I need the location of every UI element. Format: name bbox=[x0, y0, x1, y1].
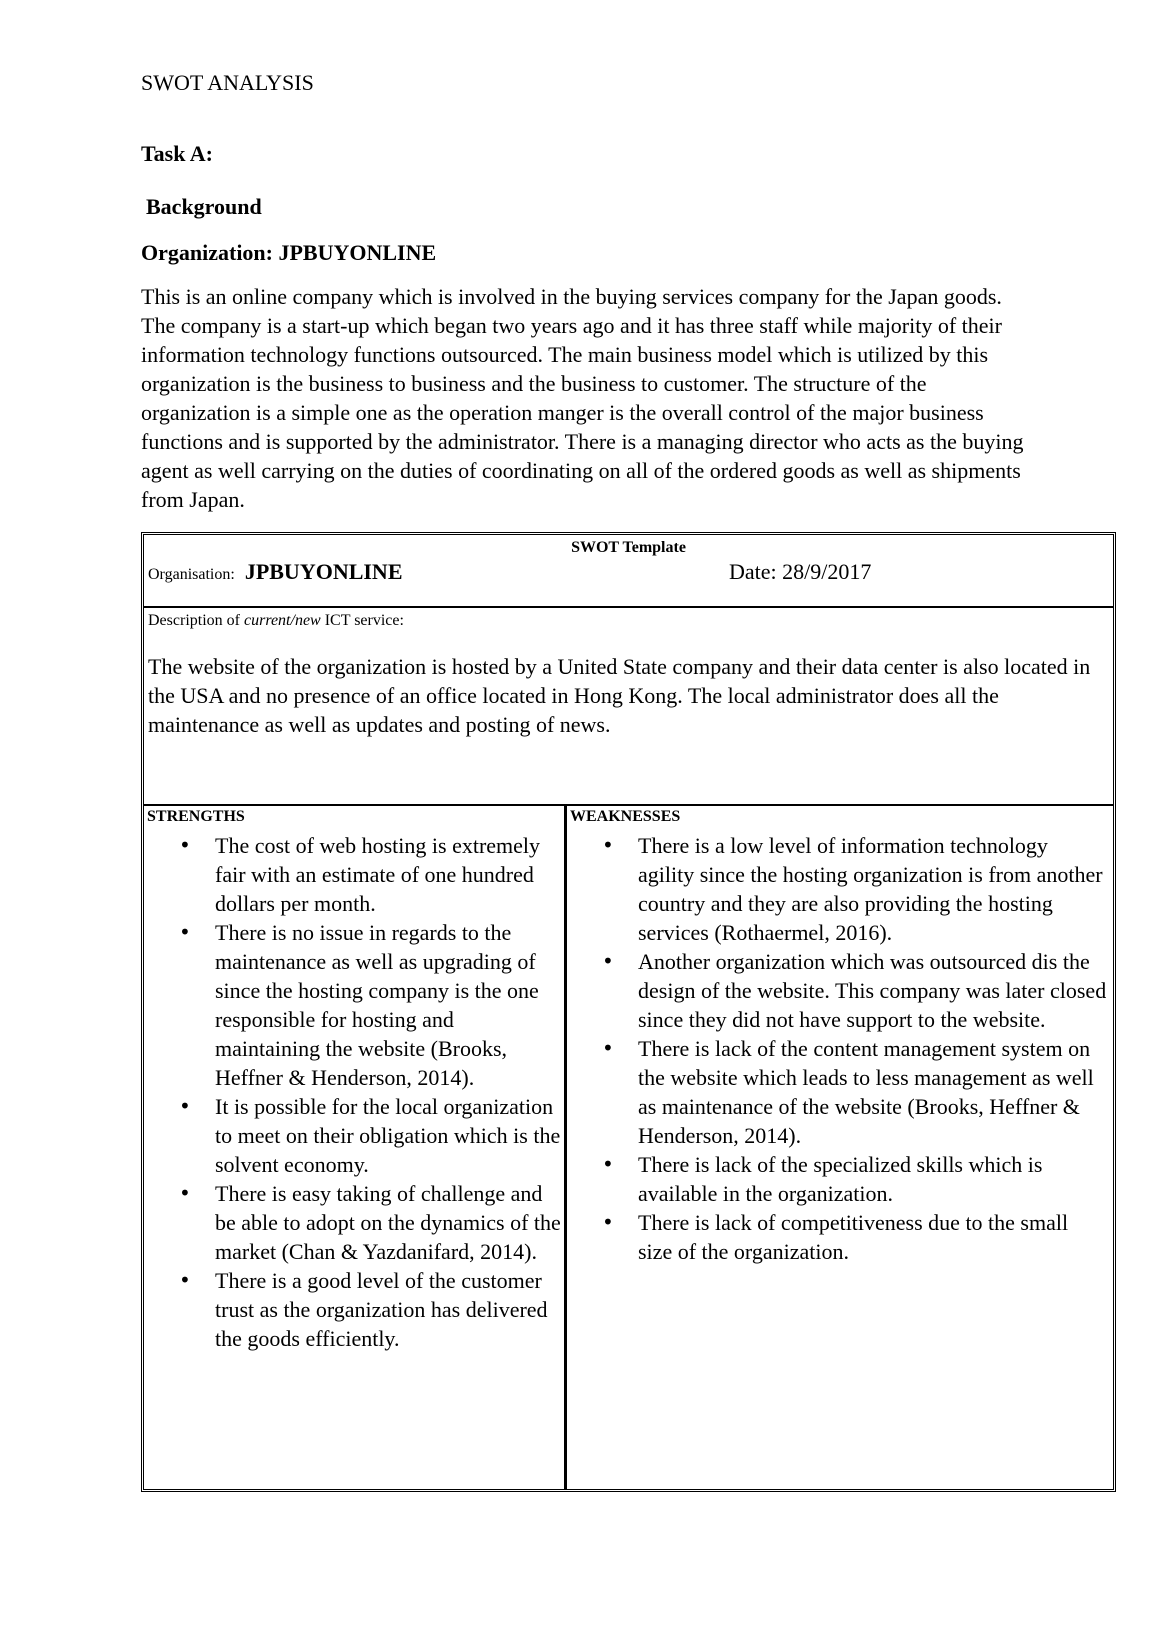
strengths-list bbox=[144, 831, 564, 1353]
swot-date: Date: 28/9/2017 bbox=[729, 559, 872, 584]
list-item: • It is possible for the local organization to meet on their obligation which is the solvent economy. bbox=[144, 1092, 564, 1179]
organization-heading: Organization: JPBUYONLINE bbox=[141, 240, 437, 265]
description-label bbox=[148, 612, 404, 630]
description-label-prefix: Description of bbox=[148, 612, 244, 629]
organisation-label: Organisation: bbox=[148, 566, 235, 583]
swot-header-section bbox=[144, 535, 1113, 608]
list-item: • There is a good level of the customer trust as the organization has delivered the goods efficiently. bbox=[144, 1266, 564, 1353]
description-label-suffix: ICT service: bbox=[320, 612, 404, 629]
list-item: • There is easy taking of challenge and be able to adopt on the dynamics of the market (Chan & Yazdanifard, 2014). bbox=[144, 1179, 564, 1266]
list-item: • There is lack of the content management system on the website which leads to less management as well as maintenance of the website (Brooks, Heffner & Henderson, 2014). bbox=[567, 1034, 1107, 1150]
strengths-column bbox=[144, 806, 567, 1489]
task-heading: Task A: bbox=[141, 141, 213, 166]
strengths-title: STRENGTHS bbox=[147, 808, 245, 825]
background-heading: Background bbox=[146, 194, 262, 219]
organisation-name: JPBUYONLINE bbox=[244, 559, 403, 584]
list-item: • There is lack of competitiveness due to the small size of the organization. bbox=[567, 1208, 1107, 1266]
swot-template-table bbox=[141, 532, 1116, 1492]
weaknesses-column bbox=[567, 806, 1113, 1489]
intro-paragraph: This is an online company which is involved in the buying services company for the Japan goods. The company is a start-up which began two years ago and it has three staff while majority of their information technology functions outsourced. The main business model which is utilized by this organization is the business to business and the business to customer. The structure of the organization is a simple one as the operation manger is the overall control of the major business functions and is supported by the administrator. There is a managing director who acts as the buying agent as well carrying on the duties of coordinating on all of the ordered goods as well as shipments from Japan. bbox=[141, 284, 1024, 512]
list-item: • There is lack of the specialized skills which is available in the organization. bbox=[567, 1150, 1107, 1208]
list-item: • Another organization which was outsourced dis the design of the website. This company was later closed since they did not have support to the website. bbox=[567, 947, 1107, 1034]
list-item: • The cost of web hosting is extremely fair with an estimate of one hundred dollars per month. bbox=[144, 831, 564, 918]
weaknesses-title: WEAKNESSES bbox=[570, 808, 681, 825]
description-label-italic: current/new bbox=[243, 612, 321, 629]
ict-description-section bbox=[144, 608, 1113, 806]
list-item: • There is no issue in regards to the maintenance as well as upgrading of since the hosting company is the one responsible for hosting and maintaining the website (Brooks, Heffner & Henderson, 2014). bbox=[144, 918, 564, 1092]
swot-template-title: SWOT Template bbox=[571, 539, 686, 556]
page-heading: SWOT ANALYSIS bbox=[141, 70, 314, 95]
organisation-row bbox=[148, 559, 403, 585]
list-item: • There is a low level of information technology agility since the hosting organization is from another country and they are also providing the hosting services (Rothaermel, 2016). bbox=[567, 831, 1107, 947]
weaknesses-list bbox=[567, 831, 1107, 1266]
description-text: The website of the organization is hosted by a United State company and their data center is also located in the USA and no presence of an office located in Hong Kong. The local administrator does all the maintenance as well as updates and posting of news. bbox=[148, 654, 1091, 737]
